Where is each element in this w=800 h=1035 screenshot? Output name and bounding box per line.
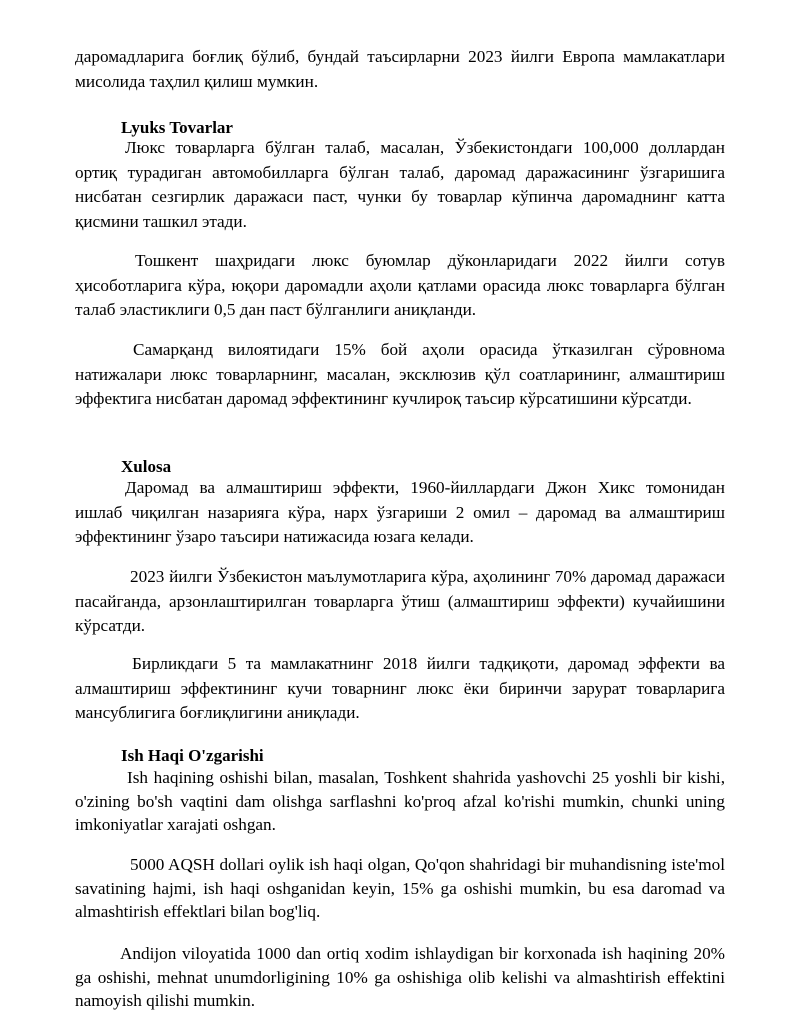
ish-haqi-paragraph-1: Ish haqining oshishi bilan, masalan, Toshkent shahrida yashovchi 25 yoshli bir kishi, o'zining bo'sh vaqtini dam olishga sarflashni ko'proq afzal ko'rishi mumkin, chunki uning imkoniyatlar xarajati oshgan.	[75, 768, 725, 834]
section-heading-xulosa: Xulosa	[121, 457, 172, 476]
intro-paragraph: даромадларига боғлиқ бўлиб, бундай таъсирларни 2023 йилги Европа мамлакатлари мисолида таҳлил қилиш мумкин.	[75, 47, 725, 91]
ish-haqi-paragraph-3: Andijon viloyatida 1000 dan ortiq xodim ishlaydigan bir korxonada ish haqining 20% ga oshishi, mehnat unumdorligining 10% ga oshishiga olib kelishi va almashtirish effektini namoyish qilishi mumkin.	[75, 944, 725, 1010]
lyuks-paragraph-1: Люкс товарларга бўлган талаб, масалан, Ўзбекистондаги 100,000 доллардан ортиқ турадиган автомобилларга бўлган талаб, даромад даражасининг ўзгаришига нисбатан сезгирлик даражаси паст, чунки бу товарлар кўпинча даромаднинг катта қисмини ташкил этади.	[75, 138, 725, 231]
lyuks-paragraph-2: Тошкент шаҳридаги люкс буюмлар дўконларидаги 2022 йилги сотув ҳисоботларига кўра, юқори даромадли аҳоли қатлами орасида люкс товарларга бўлган талаб эластиклиги 0,5 дан паст бўлганлиги аниқланди.	[75, 251, 725, 319]
xulosa-paragraph-1: Даромад ва алмаштириш эффекти, 1960-йиллардаги Джон Хикс томонидан ишлаб чиқилган назарияга кўра, нарх ўзгариши 2 омил – даромад ва алмаштириш эффектининг ўзаро таъсири натижасида юзага келади.	[75, 478, 725, 546]
xulosa-paragraph-2: 2023 йилги Ўзбекистон маълумотларига кўра, аҳолининг 70% даромад даражаси пасайганда, арзонлаштирилган товарларга ўтиш (алмаштириш эффекти) кучайишини кўрсатди.	[75, 567, 725, 635]
ish-haqi-paragraph-2: 5000 AQSH dollari oylik ish haqi olgan, Qo'qon shahridagi bir muhandisning iste'mol savatining hajmi, ish haqi oshganidan keyin, 15% ga oshishi mumkin, bu esa daromad va almashtirish effektlari bilan bog'liq.	[75, 855, 725, 921]
lyuks-paragraph-3: Самарқанд вилоятидаги 15% бой аҳоли орасида ўтказилган сўровнома натижалари люкс товарларнинг, масалан, эксклюзив қўл соатларининг, алмаштириш эффектига нисбатан даромад эффектининг кучлироқ таъсир кўрсатишини кўрсатди.	[75, 340, 725, 408]
section-heading-ish-haqi-ozgarishi: Ish Haqi O'zgarishi	[121, 746, 264, 765]
xulosa-paragraph-3: Бирликдаги 5 та мамлакатнинг 2018 йилги тадқиқоти, даромад эффекти ва алмаштириш эффектининг кучи товарнинг люкс ёки биринчи зарурат товарларига мансублигига боғлиқлигини аниқлади.	[75, 654, 725, 722]
section-heading-lyuks-tovarlar: Lyuks Tovarlar	[121, 118, 233, 137]
